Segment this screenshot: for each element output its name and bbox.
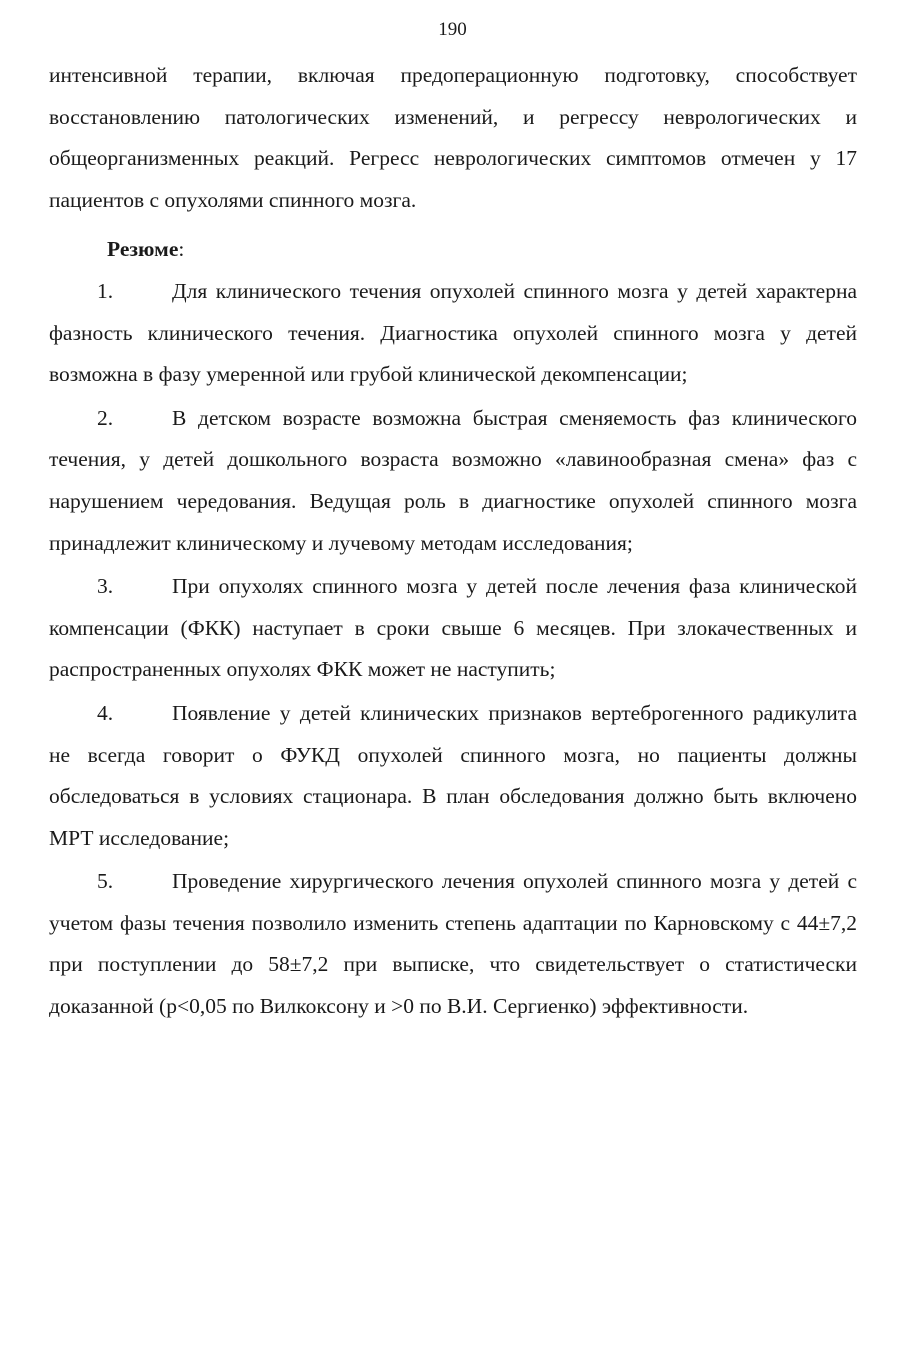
item-number: 5.	[97, 869, 114, 894]
item-number: 1.	[97, 278, 114, 303]
item-text: Проведение хирургического лечения опухолей спинного мозга у детей с учетом фазы течения позволило изменить степень адаптации по Карновскому с 44±7,2 при поступлении до 58±7,2 при выписке, что свидетельствует о статистически доказанной (p<0,05 по Вилкоксону и >0 по В.И. Сергиенко) эффективности.	[49, 869, 857, 1019]
summary-item-4	[49, 693, 857, 859]
summary-heading	[49, 229, 857, 271]
item-text: В детском возрасте возможна быстрая сменяемость фаз клинического течения, у детей дошкольного возраста возможно «лавинообразная смена» фаз с нарушением чередования. Ведущая роль в диагностике опухолей спинного мозга принадлежит клиническому и лучевому методам исследования;	[49, 405, 857, 555]
summary-item-2	[49, 398, 857, 564]
summary-heading-label: Резюме	[107, 237, 179, 262]
document-body	[49, 55, 857, 1028]
item-number: 3.	[97, 574, 114, 599]
summary-item-1	[49, 271, 857, 396]
summary-item-3	[49, 566, 857, 691]
summary-item-5	[49, 861, 857, 1027]
item-number: 2.	[97, 405, 114, 430]
item-number: 4.	[97, 700, 114, 725]
page-number: 190	[438, 19, 467, 40]
item-text: Для клинического течения опухолей спинного мозга у детей характерна фазность клинического течения. Диагностика опухолей спинного мозга у детей возможна в фазу умеренной или грубой клинической декомпенсации;	[49, 278, 857, 387]
summary-heading-colon: :	[178, 237, 185, 262]
item-text: При опухолях спинного мозга у детей после лечения фаза клинической компенсации (ФКК) наступает в сроки свыше 6 месяцев. При злокачественных и распространенных опухолях ФКК может не наступить;	[49, 574, 857, 682]
intro-paragraph: интенсивной терапии, включая предоперационную подготовку, способствует восстановлению патологических изменений, и регрессу неврологических и общеорганизменных реакций. Регресс неврологических симптомов отмечен у 17 пациентов с опухолями спинного мозга.	[49, 63, 857, 212]
item-text: Появление у детей клинических признаков вертеброгенного радикулита не всегда говорит о ФУКД опухолей спинного мозга, но пациенты должны обследоваться в условиях стационара. В план обследования должно быть включено МРТ исследование;	[49, 700, 857, 850]
